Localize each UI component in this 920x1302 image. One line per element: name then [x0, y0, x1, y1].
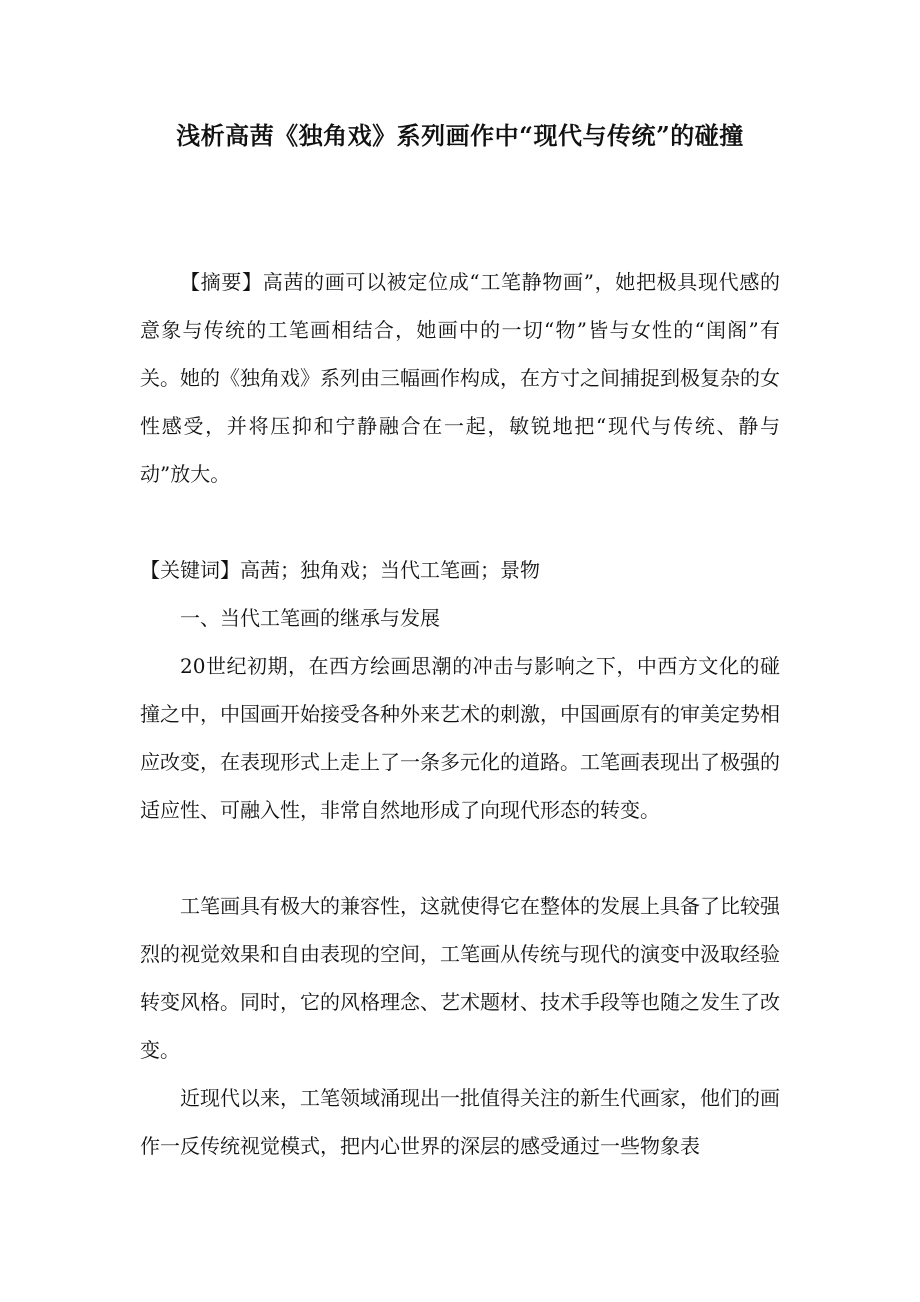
body-paragraph-1: 20世纪初期，在西方绘画思潮的冲击与影响之下，中西方文化的碰撞之中，中国画开始接受各种外来艺术的刺激，中国画原有的审美定势相应改变，在表现形式上走上了一条多元化的道路。工笔画表现出了极强的适应性、可融入性，非常自然地形成了向现代形态的转变。 [140, 654, 780, 822]
body-paragraph-2: 工笔画具有极大的兼容性，这就使得它在整体的发展上具备了比较强烈的视觉效果和自由表现的空间，工笔画从传统与现代的演变中汲取经验转变风格。同时，它的风格理念、艺术题材、技术手段等也随之发生了改变。 [140, 894, 780, 1062]
keywords-line: 【关键词】高茜；独角戏；当代工笔画；景物 [140, 558, 540, 582]
section-heading: 一、当代工笔画的继承与发展 [180, 606, 440, 630]
body-paragraph-3: 近现代以来，工笔领域涌现出一批值得关注的新生代画家，他们的画作一反传统视觉模式，把内心世界的深层的感受通过一些物象表 [140, 1086, 780, 1158]
document-title: 浅析高茜《独角戏》系列画作中“现代与传统”的碰撞 [176, 121, 744, 150]
abstract-paragraph: 【摘要】高茜的画可以被定位成“工笔静物画”，她把极具现代感的意象与传统的工笔画相结合，她画中的一切“物”皆与女性的“闺阁”有关。她的《独角戏》系列由三幅画作构成，在方寸之间捕捉到极复杂的女性感受，并将压抑和宁静融合在一起，敏锐地把“现代与传统、静与动”放大。 [140, 270, 780, 486]
